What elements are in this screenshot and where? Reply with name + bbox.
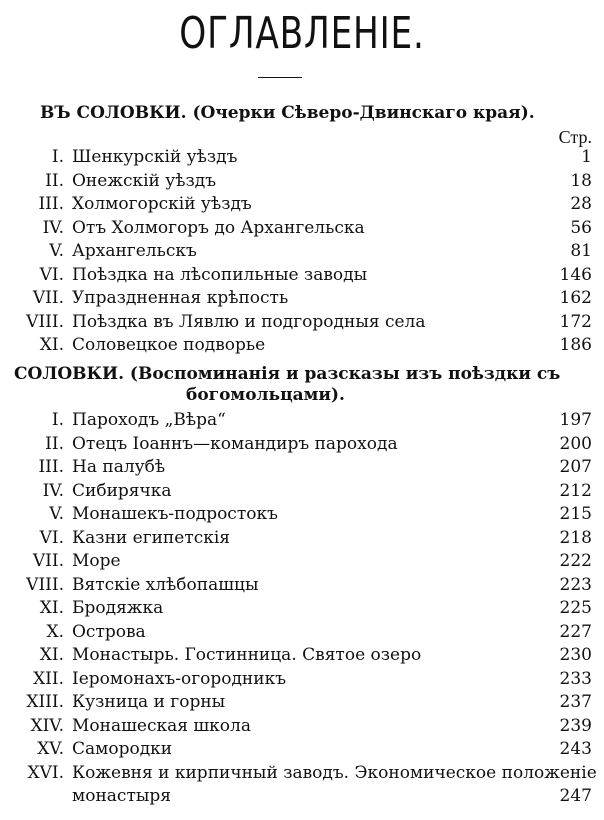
entry-number: VII. bbox=[32, 551, 64, 571]
entry-title: Монашекъ-подростокъ bbox=[72, 504, 278, 524]
entry-title: Монашеская школа bbox=[72, 715, 251, 736]
section-heading-solovki-line1: СОЛОВКИ. (Воспоминанія и разсказы изъ поѣздки съ bbox=[14, 364, 561, 384]
entry-page: 146 bbox=[559, 264, 592, 285]
entry-number: V. bbox=[49, 241, 64, 261]
entry-page: 223 bbox=[559, 574, 592, 595]
entry-title: Іеромонахъ-огородникъ bbox=[72, 668, 287, 689]
entry-title: Поѣздка на лѣсопильные заводы bbox=[72, 264, 368, 285]
entry-number: XVI. bbox=[27, 762, 64, 783]
entry-title: На палубѣ bbox=[72, 457, 166, 477]
entry-number: XI. bbox=[39, 645, 64, 665]
entry-page: 222 bbox=[559, 551, 592, 571]
entry-page: 239 bbox=[559, 715, 592, 736]
entry-number: XI. bbox=[39, 598, 64, 618]
entry-number: X. bbox=[46, 621, 64, 642]
entry-number: VIII. bbox=[26, 311, 64, 332]
entry-title: Пароходъ „Вѣра“ bbox=[72, 410, 226, 430]
entry-number: XV. bbox=[37, 739, 64, 759]
entry-title: Шенкурскій уѣздъ bbox=[72, 147, 238, 167]
entry-page: 56 bbox=[570, 217, 592, 238]
entry-page: 186 bbox=[559, 335, 592, 355]
entry-title: Упраздненная крѣпость bbox=[72, 288, 289, 308]
toc-entry[interactable] bbox=[0, 265, 604, 289]
toc-entry[interactable] bbox=[0, 716, 604, 740]
toc-entry[interactable] bbox=[0, 218, 604, 242]
toc-entry[interactable] bbox=[0, 457, 604, 481]
entry-number: I. bbox=[51, 410, 64, 430]
entry-title: Соловецкое подворье bbox=[72, 335, 266, 355]
entry-title: Архангельскъ bbox=[72, 241, 197, 261]
entry-number: VI. bbox=[39, 527, 64, 548]
entry-page: 1 bbox=[581, 147, 592, 167]
entry-page: 218 bbox=[559, 527, 592, 548]
entry-number: XII. bbox=[33, 668, 64, 689]
entry-page: 81 bbox=[570, 241, 592, 261]
page-title: ОГЛАВЛЕНІЕ. bbox=[179, 8, 425, 59]
entry-page: 197 bbox=[559, 410, 592, 430]
entry-title: Отъ Холмогоръ до Архангельска bbox=[72, 217, 365, 238]
entry-number: XI. bbox=[39, 335, 64, 355]
entry-title: Монастырь. Гостинница. Святое озеро bbox=[72, 645, 422, 665]
entry-number: VI. bbox=[39, 264, 64, 285]
entry-page: 225 bbox=[559, 598, 592, 618]
toc-entry[interactable] bbox=[0, 241, 604, 265]
entry-title: Самородки bbox=[72, 739, 173, 759]
entry-page: 172 bbox=[559, 311, 592, 332]
toc-entry[interactable] bbox=[0, 312, 604, 336]
entry-number: IV. bbox=[42, 480, 64, 501]
entry-page: 247 bbox=[559, 785, 592, 806]
entry-number: II. bbox=[45, 433, 64, 454]
entry-title: Сибирячка bbox=[72, 480, 172, 501]
entry-title: Море bbox=[72, 551, 121, 571]
entry-number: I. bbox=[51, 147, 64, 167]
entry-page: 227 bbox=[559, 621, 592, 642]
toc-entry[interactable] bbox=[0, 692, 604, 716]
section-heading-solovki-line2: богомольцами). bbox=[186, 385, 345, 405]
entry-number: III. bbox=[38, 457, 64, 477]
entry-title-continuation: монастыря bbox=[72, 785, 171, 806]
entry-number: II. bbox=[45, 170, 64, 191]
entry-number: III. bbox=[38, 194, 64, 214]
toc-entry[interactable] bbox=[0, 434, 604, 458]
toc-section-2 bbox=[0, 410, 604, 809]
entry-number: VII. bbox=[32, 288, 64, 308]
toc-entry[interactable] bbox=[0, 288, 604, 312]
toc-entry[interactable] bbox=[0, 645, 604, 669]
toc-entry[interactable] bbox=[0, 171, 604, 195]
entry-number: XIII. bbox=[26, 692, 64, 712]
title-divider bbox=[258, 77, 302, 78]
toc-section-1 bbox=[0, 147, 604, 359]
toc-entry[interactable] bbox=[0, 335, 604, 359]
entry-title: Онежскій уѣздъ bbox=[72, 170, 217, 191]
toc-entry[interactable] bbox=[0, 598, 604, 622]
entry-page: 212 bbox=[559, 480, 592, 501]
entry-title: Бродяжка bbox=[72, 598, 164, 618]
toc-entry[interactable] bbox=[0, 504, 604, 528]
entry-page: 18 bbox=[570, 170, 592, 191]
toc-entry[interactable] bbox=[0, 622, 604, 646]
section-heading-v-solovki: ВЪ СОЛОВКИ. (Очерки Сѣверо-Двинскаго края). bbox=[40, 103, 535, 123]
entry-page: 230 bbox=[559, 645, 592, 665]
toc-entry[interactable] bbox=[0, 194, 604, 218]
toc-entry[interactable] bbox=[0, 147, 604, 171]
entry-page: 200 bbox=[559, 433, 592, 454]
toc-entry[interactable] bbox=[0, 528, 604, 552]
entry-page: 28 bbox=[570, 194, 592, 214]
toc-entry[interactable] bbox=[0, 669, 604, 693]
entry-page: 215 bbox=[559, 504, 592, 524]
toc-entry[interactable] bbox=[0, 410, 604, 434]
toc-entry[interactable] bbox=[0, 763, 604, 809]
entry-title: Кожевня и кирпичный заводъ. Экономическое положеніе bbox=[72, 762, 597, 783]
toc-entry[interactable] bbox=[0, 481, 604, 505]
entry-page: 162 bbox=[559, 288, 592, 308]
entry-title: Отецъ Іоаннъ—командиръ парохода bbox=[72, 433, 398, 454]
entry-page: 233 bbox=[559, 668, 592, 689]
entry-title: Острова bbox=[72, 621, 146, 642]
entry-number: V. bbox=[49, 504, 64, 524]
entry-title: Поѣздка въ Лявлю и подгородныя села bbox=[72, 311, 426, 332]
entry-page: 243 bbox=[559, 739, 592, 759]
entry-number: IV. bbox=[42, 217, 64, 238]
entry-title: Холмогорскій уѣздъ bbox=[72, 194, 252, 214]
entry-page: 237 bbox=[559, 692, 592, 712]
entry-title: Кузница и горны bbox=[72, 692, 226, 712]
entry-title: Казни египетскія bbox=[72, 527, 231, 548]
toc-entry[interactable] bbox=[0, 575, 604, 599]
entry-title: Вятскіе хлѣбопашцы bbox=[72, 574, 259, 595]
page-column-label: Стр. bbox=[558, 127, 592, 147]
toc-entry[interactable] bbox=[0, 739, 604, 763]
entry-number: XIV. bbox=[30, 715, 64, 736]
entry-page: 207 bbox=[559, 457, 592, 477]
entry-number: VIII. bbox=[26, 574, 64, 595]
toc-entry[interactable] bbox=[0, 551, 604, 575]
